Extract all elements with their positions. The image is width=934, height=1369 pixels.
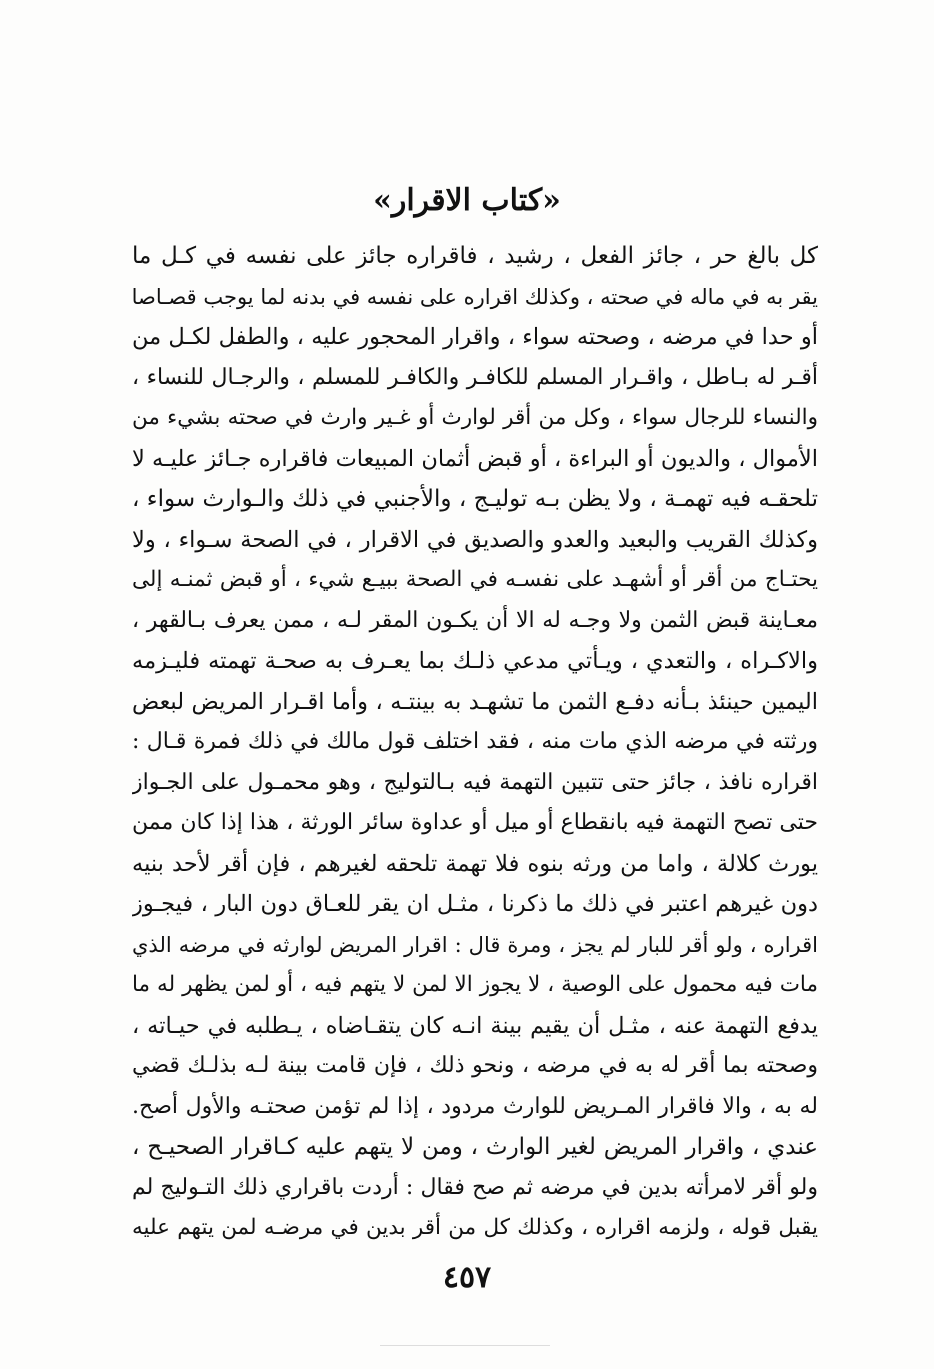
text-line: يحتـاج من أقر أو أشهـد على نفسـه في الصحة ببيـع شيء ، أو قبض ثمنـه إلى — [132, 567, 818, 592]
text-line: ورثته في مرضه الذي مات منه ، فقد اختلف قول مالك في ذلك فمرة قـال : — [132, 729, 818, 754]
text-line: ولو أقر لامرأته بدين في مرضه ثم صح فقال : أردت باقراري ذلك التـوليج لم — [132, 1174, 818, 1200]
text-line: والنساء للرجال سواء ، وكل من أقر لوارث أو غـير وارث في صحته بشيء من — [132, 405, 818, 430]
text-line: يقر به في ماله في صحته ، وكذلك اقراره على نفسه في بدنه لما يوجب قصـاصا — [132, 284, 818, 309]
scan-edge-mark — [380, 1345, 550, 1346]
text-line: كل بالغ حر ، جائز الفعل ، رشيد ، فاقراره جائز على نفسه في كـل ما — [132, 243, 818, 269]
text-line: يورث كلالة ، واما من ورثه بنوه فلا تهمة تلحقه لغيرهم ، فإن أقر لأحد بنيه — [132, 850, 818, 877]
text-line: وصحته بما أقر له به في مرضه ، ونحو ذلك ، فإن قامت بينة لـه بذلـك قضي — [132, 1053, 818, 1078]
text-line: تلحقـه فيه تهمـة ، ولا يظن بـه توليـج ، والأجنبي في ذلك والـوارث سواء ، — [132, 486, 818, 512]
text-line: اقراره ، ولو أقر للبار لم يجز ، ومرة قال : اقرار المريض لوارثه في مرضه الذي — [132, 932, 818, 957]
text-line: له به ، والا فاقرار المـريض للوارث مردود ، إذا لم تؤمن صحتـه والأول أصح. — [132, 1093, 818, 1119]
text-line: يدفع التهمة عنه ، مثـل أن يقيم بينة انـه كان يتقـاضاه ، يـطلبه في حيـاته ، — [132, 1012, 818, 1039]
text-line: الأموال ، والديون أو البراءة ، أو قبض أثمان المبيعات فاقراره جـائز عليـه لا — [132, 445, 818, 472]
text-line: يقبل قوله ، ولزمه اقراره ، وكذلك كل من أقر بدين في مرضـه لمن يتهم عليه — [132, 1215, 818, 1240]
body-text — [132, 236, 818, 1249]
text-line: اليمين حينئذ بـأنه دفـع الثمن ما تشهـد به بينتـه ، وأما اقـرار المريض لبعض — [132, 688, 818, 715]
text-line: أو حدا في مرضه ، وصحته سواء ، واقرار المحجور عليه ، والطفل لكـل من — [132, 324, 818, 350]
text-line: اقراره نافذ ، جائز حتى تتبين التهمة فيه بـالتوليج ، وهو محمـول على الجـواز — [132, 769, 818, 795]
text-line: حتى تصح التهمة فيه بانقطاع أو ميل أو عداوة سائر الورثة ، هذا إذا كان ممن — [132, 810, 818, 835]
text-line: والاكـراه ، والتعدي ، ويـأتي مدعي ذلـك بما يعـرف به صحـة تهمته فليـزمه — [132, 648, 818, 674]
text-line: معـاينة قبض الثمن ولا وجـه له الا أن يكـون المقر لـه ، ممن يعرف بـالقهر ، — [132, 607, 818, 633]
text-line: عندي ، واقرار المريض لغير الوارث ، ومن لا يتهم عليه كـاقرار الصحيـح ، — [132, 1134, 818, 1160]
page-number: ٤٥٧ — [442, 1260, 492, 1295]
text-line: وكذلك القريب والبعيد والعدو والصديق في الاقرار ، في الصحة سـواء ، ولا — [132, 526, 818, 553]
chapter-title: «كتاب الاقرار» — [373, 183, 561, 218]
text-line: مات فيه محمول على الوصية ، لا يجوز الا لمن لا يتهم فيه ، أو لمن يظهر له ما — [132, 972, 818, 997]
text-line: أقـر له بـاطل ، واقـرار المسلم للكافـر والكافـر للمسلم ، والرجـال للنساء ، — [132, 364, 818, 390]
text-line: دون غيرهم اعتبر في ذلك ما ذكرنا ، مثـل ان يقر للعـاق دون البار ، فيجـوز — [132, 891, 818, 917]
